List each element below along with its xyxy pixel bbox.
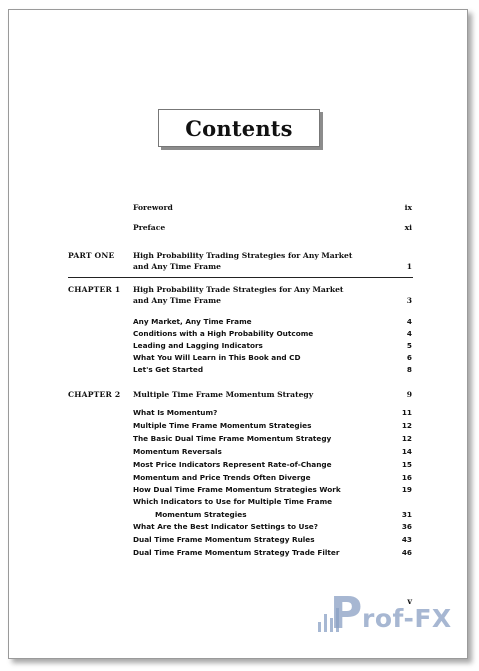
toc-section <box>0 352 479 364</box>
toc-entry-page: ix <box>404 203 412 212</box>
toc-entry-page: xi <box>404 223 412 232</box>
section-page: 14 <box>401 447 412 456</box>
toc-section <box>0 496 479 508</box>
chapter-title: Multiple Time Frame Momentum Strategy <box>133 390 314 399</box>
toc-section <box>0 509 479 521</box>
section-page: 19 <box>401 485 412 494</box>
divider-rule <box>68 277 413 278</box>
toc-section <box>0 407 479 419</box>
part-title-line2: and Any Time Frame <box>133 262 221 271</box>
section-page: 5 <box>406 341 412 350</box>
toc-section <box>0 433 479 445</box>
part-one-heading-cont <box>0 261 479 273</box>
section-page: 31 <box>401 510 412 519</box>
chapter-page: 3 <box>406 296 412 305</box>
section-page: 11 <box>401 408 412 417</box>
section-page: 4 <box>406 317 412 326</box>
toc-section <box>0 316 479 328</box>
section-page: 46 <box>401 548 412 557</box>
section-page: 12 <box>401 434 412 443</box>
section-page: 8 <box>406 365 412 374</box>
part-title-line1: High Probability Trading Strategies for Any Market <box>133 251 353 260</box>
chapter-title-line1: High Probability Trade Strategies for Any Market <box>133 285 344 294</box>
toc-entry-text: Preface <box>133 223 166 232</box>
chapter-page: 9 <box>406 390 412 399</box>
page-folio: v <box>407 596 412 606</box>
chapter-label: CHAPTER 2 <box>68 390 121 399</box>
section-page: 43 <box>401 535 412 544</box>
toc-section <box>0 364 479 376</box>
page-title: Contents <box>185 115 293 141</box>
section-text: Which Indicators to Use for Multiple Time Frame <box>133 497 333 506</box>
section-text: Dual Time Frame Momentum Strategy Rules <box>133 535 315 544</box>
toc-entry-foreword <box>0 202 479 214</box>
chapter-1-heading-cont <box>0 295 479 307</box>
toc-section <box>0 340 479 352</box>
section-text: Momentum and Price Trends Often Diverge <box>133 473 311 482</box>
section-page: 6 <box>406 353 412 362</box>
section-text: What Is Momentum? <box>133 408 218 417</box>
prof-fx-watermark <box>318 588 478 640</box>
section-text: Let's Get Started <box>133 365 204 374</box>
toc-entry-text: Foreword <box>133 203 173 212</box>
chapter-title-line2: and Any Time Frame <box>133 296 221 305</box>
section-text: Momentum Reversals <box>133 447 222 456</box>
section-text: Multiple Time Frame Momentum Strategies <box>133 421 312 430</box>
toc-section <box>0 446 479 458</box>
toc-section <box>0 328 479 340</box>
section-text: How Dual Time Frame Momentum Strategies Work <box>133 485 341 494</box>
section-text: What Are the Best Indicator Settings to Use? <box>133 522 318 531</box>
toc-section <box>0 459 479 471</box>
section-page: 16 <box>401 473 412 482</box>
chapter-2-heading <box>0 389 479 401</box>
toc-section <box>0 420 479 432</box>
toc-section <box>0 521 479 533</box>
toc-section <box>0 472 479 484</box>
toc-section <box>0 547 479 559</box>
toc-entry-preface <box>0 222 479 234</box>
section-text: Most Price Indicators Represent Rate-of-Change <box>133 460 332 469</box>
chapter-label: CHAPTER 1 <box>68 285 121 294</box>
part-page: 1 <box>406 262 412 271</box>
toc-section <box>0 484 479 496</box>
section-text: Any Market, Any Time Frame <box>133 317 252 326</box>
section-text: Conditions with a High Probability Outcome <box>133 329 314 338</box>
section-text: Dual Time Frame Momentum Strategy Trade Filter <box>133 548 340 557</box>
toc-section <box>0 534 479 546</box>
section-text: What You Will Learn in This Book and CD <box>133 353 301 362</box>
part-label: PART ONE <box>68 251 115 260</box>
section-text: The Basic Dual Time Frame Momentum Strategy <box>133 434 332 443</box>
watermark-letter: P <box>330 588 363 639</box>
section-page: 36 <box>401 522 412 531</box>
section-text: Momentum Strategies <box>155 510 247 519</box>
contents-title-box <box>158 109 320 147</box>
section-page: 12 <box>401 421 412 430</box>
watermark-text: rof-FX <box>362 604 452 633</box>
section-text: Leading and Lagging Indicators <box>133 341 263 350</box>
section-page: 15 <box>401 460 412 469</box>
section-page: 4 <box>406 329 412 338</box>
